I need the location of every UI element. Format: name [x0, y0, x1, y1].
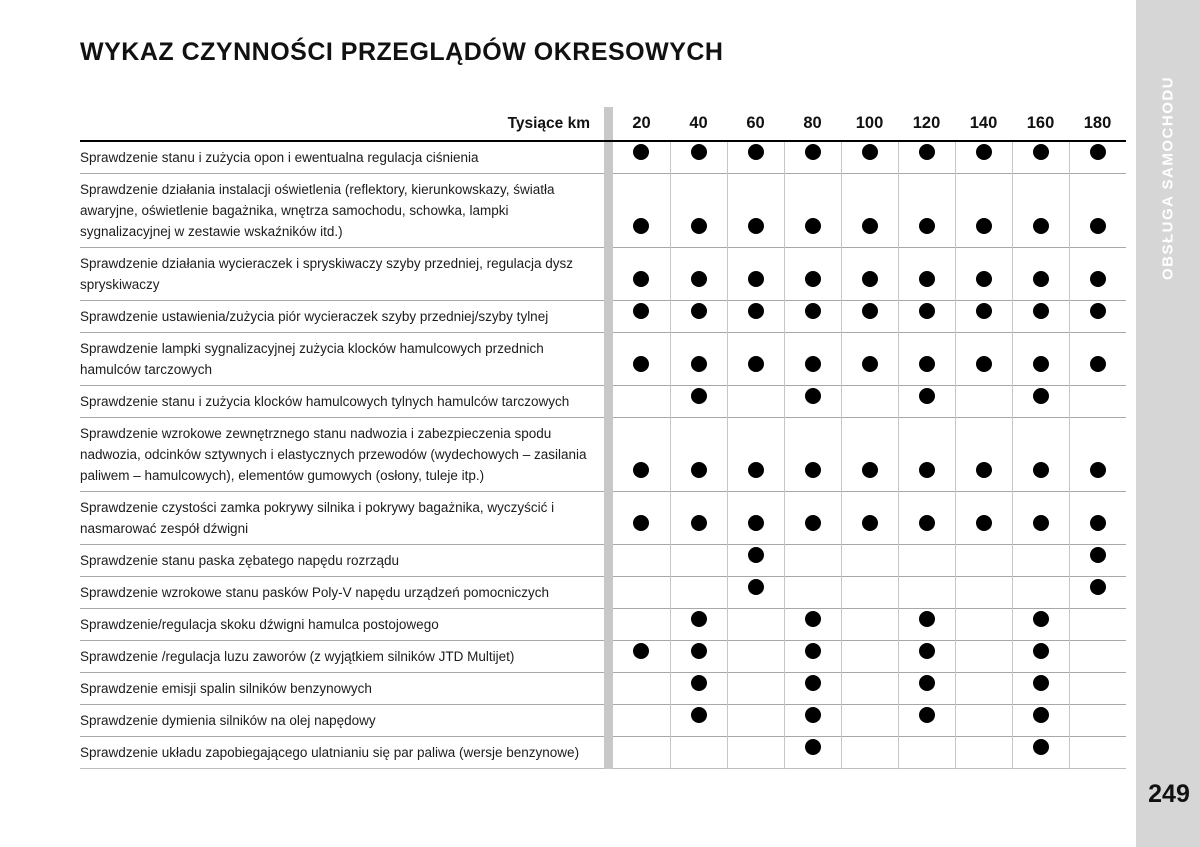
interval-cell [670, 492, 727, 545]
interval-cell [1012, 492, 1069, 545]
interval-cell [1012, 577, 1069, 609]
table-row [80, 248, 1126, 301]
interval-cell [1069, 737, 1126, 769]
table-row [80, 705, 1126, 737]
check-dot-icon [919, 515, 935, 531]
check-dot-icon [919, 218, 935, 234]
check-dot-icon [691, 356, 707, 372]
row-separator [604, 737, 613, 769]
check-dot-icon [862, 144, 878, 160]
interval-cell [670, 301, 727, 333]
row-separator [604, 609, 613, 641]
interval-cell [1069, 705, 1126, 737]
check-dot-icon [748, 303, 764, 319]
interval-cell [955, 174, 1012, 248]
check-dot-icon [1090, 579, 1106, 595]
interval-cell [841, 418, 898, 492]
check-dot-icon [805, 611, 821, 627]
interval-cell [1069, 418, 1126, 492]
check-dot-icon [633, 462, 649, 478]
interval-header: 100 [855, 114, 884, 132]
section-tab-label: OBSŁUGA SAMOCHODU [1159, 75, 1177, 281]
check-dot-icon [748, 144, 764, 160]
table-row [80, 386, 1126, 418]
check-dot-icon [1090, 462, 1106, 478]
check-dot-icon [691, 611, 707, 627]
interval-cell [1069, 545, 1126, 577]
row-separator [604, 492, 613, 545]
task-description: Sprawdzenie emisji spalin silników benzynowych [80, 681, 372, 696]
task-description: Sprawdzenie działania wycieraczek i spryskiwaczy szyby przedniej, regulacja dysz spryskiwaczy [80, 256, 573, 292]
check-dot-icon [748, 547, 764, 563]
interval-cell [1012, 609, 1069, 641]
interval-cell [898, 333, 955, 386]
check-dot-icon [805, 144, 821, 160]
check-dot-icon [976, 271, 992, 287]
row-separator [604, 418, 613, 492]
check-dot-icon [691, 144, 707, 160]
check-dot-icon [691, 388, 707, 404]
interval-cell [898, 641, 955, 673]
check-dot-icon [633, 643, 649, 659]
table-row [80, 492, 1126, 545]
check-dot-icon [805, 739, 821, 755]
interval-header: 80 [803, 114, 822, 132]
interval-cell [784, 418, 841, 492]
interval-cell [955, 737, 1012, 769]
table-row [80, 577, 1126, 609]
table-row [80, 418, 1126, 492]
interval-cell [784, 737, 841, 769]
check-dot-icon [1033, 707, 1049, 723]
interval-cell [670, 248, 727, 301]
check-dot-icon [691, 303, 707, 319]
check-dot-icon [919, 388, 935, 404]
interval-cell [613, 673, 670, 705]
interval-cell [1069, 386, 1126, 418]
interval-cell [784, 301, 841, 333]
header-separator [604, 107, 613, 141]
check-dot-icon [691, 218, 707, 234]
interval-cell [1012, 333, 1069, 386]
check-dot-icon [748, 271, 764, 287]
check-dot-icon [1033, 611, 1049, 627]
check-dot-icon [748, 579, 764, 595]
interval-cell [898, 545, 955, 577]
interval-cell [784, 333, 841, 386]
task-description: Sprawdzenie/regulacja skoku dźwigni hamulca postojowego [80, 617, 439, 632]
interval-header: 160 [1026, 114, 1055, 132]
interval-cell [955, 545, 1012, 577]
interval-cell [1069, 333, 1126, 386]
check-dot-icon [1033, 218, 1049, 234]
interval-cell [898, 418, 955, 492]
interval-cell [727, 301, 784, 333]
interval-cell [670, 705, 727, 737]
check-dot-icon [862, 515, 878, 531]
check-dot-icon [1090, 303, 1106, 319]
check-dot-icon [691, 707, 707, 723]
interval-cell [898, 673, 955, 705]
interval-header: 40 [689, 114, 708, 132]
interval-cell [841, 386, 898, 418]
interval-cell [955, 248, 1012, 301]
interval-cell [784, 641, 841, 673]
interval-cell [841, 174, 898, 248]
interval-cell [955, 705, 1012, 737]
check-dot-icon [805, 707, 821, 723]
check-dot-icon [1033, 388, 1049, 404]
row-separator [604, 386, 613, 418]
interval-cell [955, 609, 1012, 641]
interval-cell [727, 673, 784, 705]
check-dot-icon [805, 643, 821, 659]
row-separator [604, 641, 613, 673]
check-dot-icon [1033, 356, 1049, 372]
table-row [80, 333, 1126, 386]
interval-cell [784, 386, 841, 418]
interval-cell [1012, 545, 1069, 577]
task-description: Sprawdzenie wzrokowe zewnętrznego stanu nadwozia i zabezpieczenia spodu nadwozia, odcinków sztywnych i elastycznych przewodów (wydechowych – zasilania paliwem – hamulcowych), elementów gumowych (osłony, tuleje itp.) [80, 426, 587, 483]
check-dot-icon [691, 675, 707, 691]
interval-cell [898, 705, 955, 737]
check-dot-icon [1090, 547, 1106, 563]
check-dot-icon [919, 675, 935, 691]
interval-cell [613, 609, 670, 641]
check-dot-icon [976, 356, 992, 372]
check-dot-icon [633, 515, 649, 531]
check-dot-icon [919, 462, 935, 478]
interval-cell [670, 141, 727, 174]
interval-cell [784, 248, 841, 301]
interval-cell [1012, 673, 1069, 705]
task-description: Sprawdzenie działania instalacji oświetlenia (reflektory, kierunkowskazy, światła awaryjne, oświetlenie bagażnika, wnętrza samochodu, schowka, lampki sygnalizacyjnej w zestawie wskaźników itd.) [80, 182, 555, 239]
check-dot-icon [1090, 271, 1106, 287]
interval-cell [613, 492, 670, 545]
check-dot-icon [805, 303, 821, 319]
interval-cell [613, 418, 670, 492]
interval-cell [670, 641, 727, 673]
interval-cell [670, 609, 727, 641]
check-dot-icon [1033, 303, 1049, 319]
task-description: Sprawdzenie /regulacja luzu zaworów (z wyjątkiem silników JTD Multijet) [80, 649, 515, 664]
interval-cell [1012, 386, 1069, 418]
interval-cell [1012, 641, 1069, 673]
check-dot-icon [919, 611, 935, 627]
interval-cell [727, 141, 784, 174]
interval-cell [784, 577, 841, 609]
row-separator [604, 141, 613, 174]
interval-cell [670, 737, 727, 769]
interval-cell [955, 301, 1012, 333]
mileage-header-label: Tysiące km [507, 114, 590, 132]
interval-cell [841, 737, 898, 769]
check-dot-icon [919, 271, 935, 287]
interval-cell [784, 705, 841, 737]
interval-cell [955, 333, 1012, 386]
interval-cell [613, 577, 670, 609]
check-dot-icon [805, 218, 821, 234]
interval-cell [841, 641, 898, 673]
interval-cell [955, 418, 1012, 492]
interval-cell [841, 248, 898, 301]
interval-cell [1012, 174, 1069, 248]
check-dot-icon [919, 303, 935, 319]
interval-cell [727, 418, 784, 492]
page-number: 249 [1148, 780, 1190, 808]
check-dot-icon [748, 218, 764, 234]
check-dot-icon [633, 356, 649, 372]
interval-cell [955, 492, 1012, 545]
interval-cell [613, 545, 670, 577]
row-separator [604, 673, 613, 705]
interval-cell [1012, 248, 1069, 301]
interval-cell [670, 577, 727, 609]
interval-cell [727, 248, 784, 301]
interval-header: 20 [632, 114, 651, 132]
interval-cell [1069, 492, 1126, 545]
check-dot-icon [1033, 462, 1049, 478]
interval-cell [727, 609, 784, 641]
check-dot-icon [919, 144, 935, 160]
interval-cell [784, 609, 841, 641]
interval-cell [1069, 248, 1126, 301]
interval-cell [613, 333, 670, 386]
interval-cell [670, 386, 727, 418]
interval-cell [955, 577, 1012, 609]
table-row [80, 673, 1126, 705]
interval-cell [727, 333, 784, 386]
interval-cell [670, 418, 727, 492]
check-dot-icon [862, 218, 878, 234]
table-body [80, 141, 1126, 769]
interval-cell [898, 301, 955, 333]
row-separator [604, 577, 613, 609]
row-separator [604, 545, 613, 577]
interval-cell [613, 386, 670, 418]
interval-cell [727, 641, 784, 673]
interval-header: 180 [1083, 114, 1112, 132]
interval-cell [1069, 609, 1126, 641]
interval-cell [1069, 673, 1126, 705]
interval-header: 120 [912, 114, 941, 132]
check-dot-icon [1090, 356, 1106, 372]
row-separator [604, 248, 613, 301]
check-dot-icon [1033, 739, 1049, 755]
check-dot-icon [862, 356, 878, 372]
interval-cell [898, 141, 955, 174]
task-description: Sprawdzenie czystości zamka pokrywy silnika i pokrywy bagażnika, wyczyścić i nasmarować zespół dźwigni [80, 500, 555, 536]
interval-cell [784, 545, 841, 577]
interval-cell [1012, 737, 1069, 769]
task-description: Sprawdzenie stanu i zużycia opon i ewentualna regulacja ciśnienia [80, 150, 479, 165]
check-dot-icon [1033, 144, 1049, 160]
interval-cell [898, 174, 955, 248]
check-dot-icon [1033, 675, 1049, 691]
interval-cell [955, 141, 1012, 174]
interval-cell [613, 705, 670, 737]
interval-cell [1012, 301, 1069, 333]
interval-cell [1069, 174, 1126, 248]
interval-cell [841, 492, 898, 545]
interval-cell [727, 492, 784, 545]
interval-cell [1012, 705, 1069, 737]
check-dot-icon [691, 271, 707, 287]
interval-cell [841, 545, 898, 577]
interval-cell [784, 492, 841, 545]
check-dot-icon [1033, 515, 1049, 531]
check-dot-icon [919, 707, 935, 723]
check-dot-icon [748, 356, 764, 372]
interval-cell [841, 577, 898, 609]
check-dot-icon [805, 675, 821, 691]
interval-cell [1069, 577, 1126, 609]
interval-cell [784, 141, 841, 174]
task-description: Sprawdzenie stanu paska zębatego napędu rozrządu [80, 553, 399, 568]
interval-cell [841, 333, 898, 386]
task-description: Sprawdzenie ustawienia/zużycia piór wycieraczek szyby przedniej/szyby tylnej [80, 309, 549, 324]
check-dot-icon [748, 515, 764, 531]
table-header-row [80, 107, 1126, 141]
check-dot-icon [805, 388, 821, 404]
check-dot-icon [805, 462, 821, 478]
task-description: Sprawdzenie lampki sygnalizacyjnej zużycia klocków hamulcowych przednich hamulców tarczowych [80, 341, 544, 377]
interval-cell [727, 174, 784, 248]
check-dot-icon [691, 515, 707, 531]
interval-cell [670, 333, 727, 386]
check-dot-icon [976, 515, 992, 531]
interval-cell [670, 545, 727, 577]
check-dot-icon [919, 643, 935, 659]
check-dot-icon [862, 462, 878, 478]
interval-cell [613, 301, 670, 333]
check-dot-icon [862, 303, 878, 319]
interval-cell [670, 673, 727, 705]
interval-cell [898, 386, 955, 418]
table-row [80, 737, 1126, 769]
interval-cell [898, 577, 955, 609]
interval-cell [898, 737, 955, 769]
check-dot-icon [748, 462, 764, 478]
table-row [80, 545, 1126, 577]
interval-cell [898, 248, 955, 301]
interval-cell [955, 386, 1012, 418]
check-dot-icon [1090, 218, 1106, 234]
interval-cell [727, 705, 784, 737]
interval-cell [613, 641, 670, 673]
interval-cell [1012, 418, 1069, 492]
interval-cell [1069, 301, 1126, 333]
interval-cell [613, 248, 670, 301]
check-dot-icon [976, 218, 992, 234]
check-dot-icon [1090, 144, 1106, 160]
interval-cell [613, 174, 670, 248]
check-dot-icon [633, 303, 649, 319]
task-description: Sprawdzenie wzrokowe stanu pasków Poly-V napędu urządzeń pomocniczych [80, 585, 549, 600]
interval-cell [955, 641, 1012, 673]
interval-cell [841, 705, 898, 737]
table-row [80, 641, 1126, 673]
interval-cell [784, 673, 841, 705]
interval-cell [727, 577, 784, 609]
table-row [80, 301, 1126, 333]
row-separator [604, 301, 613, 333]
check-dot-icon [1033, 643, 1049, 659]
interval-cell [898, 609, 955, 641]
interval-cell [1012, 141, 1069, 174]
interval-cell [670, 174, 727, 248]
interval-cell [613, 737, 670, 769]
interval-cell [727, 386, 784, 418]
interval-header: 60 [746, 114, 765, 132]
check-dot-icon [691, 643, 707, 659]
table-row [80, 141, 1126, 174]
row-separator [604, 705, 613, 737]
check-dot-icon [862, 271, 878, 287]
row-separator [604, 174, 613, 248]
interval-cell [1069, 141, 1126, 174]
interval-cell [727, 545, 784, 577]
check-dot-icon [805, 356, 821, 372]
check-dot-icon [805, 271, 821, 287]
table-row [80, 174, 1126, 248]
interval-cell [841, 141, 898, 174]
task-description: Sprawdzenie układu zapobiegającego ulatnianiu się par paliwa (wersje benzynowe) [80, 745, 580, 760]
check-dot-icon [1090, 515, 1106, 531]
check-dot-icon [1033, 271, 1049, 287]
interval-cell [841, 673, 898, 705]
interval-cell [841, 301, 898, 333]
interval-cell [955, 673, 1012, 705]
interval-cell [898, 492, 955, 545]
check-dot-icon [919, 356, 935, 372]
row-separator [604, 333, 613, 386]
check-dot-icon [633, 218, 649, 234]
interval-cell [1069, 641, 1126, 673]
interval-cell [841, 609, 898, 641]
page-title: WYKAZ CZYNNOŚCI PRZEGLĄDÓW OKRESOWYCH [80, 38, 724, 66]
interval-header: 140 [969, 114, 998, 132]
interval-cell [727, 737, 784, 769]
interval-cell [784, 174, 841, 248]
check-dot-icon [633, 144, 649, 160]
task-description: Sprawdzenie stanu i zużycia klocków hamulcowych tylnych hamulców tarczowych [80, 394, 570, 409]
task-description: Sprawdzenie dymienia silników na olej napędowy [80, 713, 376, 728]
maintenance-schedule-table-wrapper [80, 107, 1120, 769]
check-dot-icon [976, 462, 992, 478]
check-dot-icon [691, 462, 707, 478]
table-row [80, 609, 1126, 641]
interval-cell [613, 141, 670, 174]
check-dot-icon [633, 271, 649, 287]
check-dot-icon [976, 303, 992, 319]
check-dot-icon [976, 144, 992, 160]
maintenance-schedule-table [80, 107, 1126, 769]
check-dot-icon [805, 515, 821, 531]
